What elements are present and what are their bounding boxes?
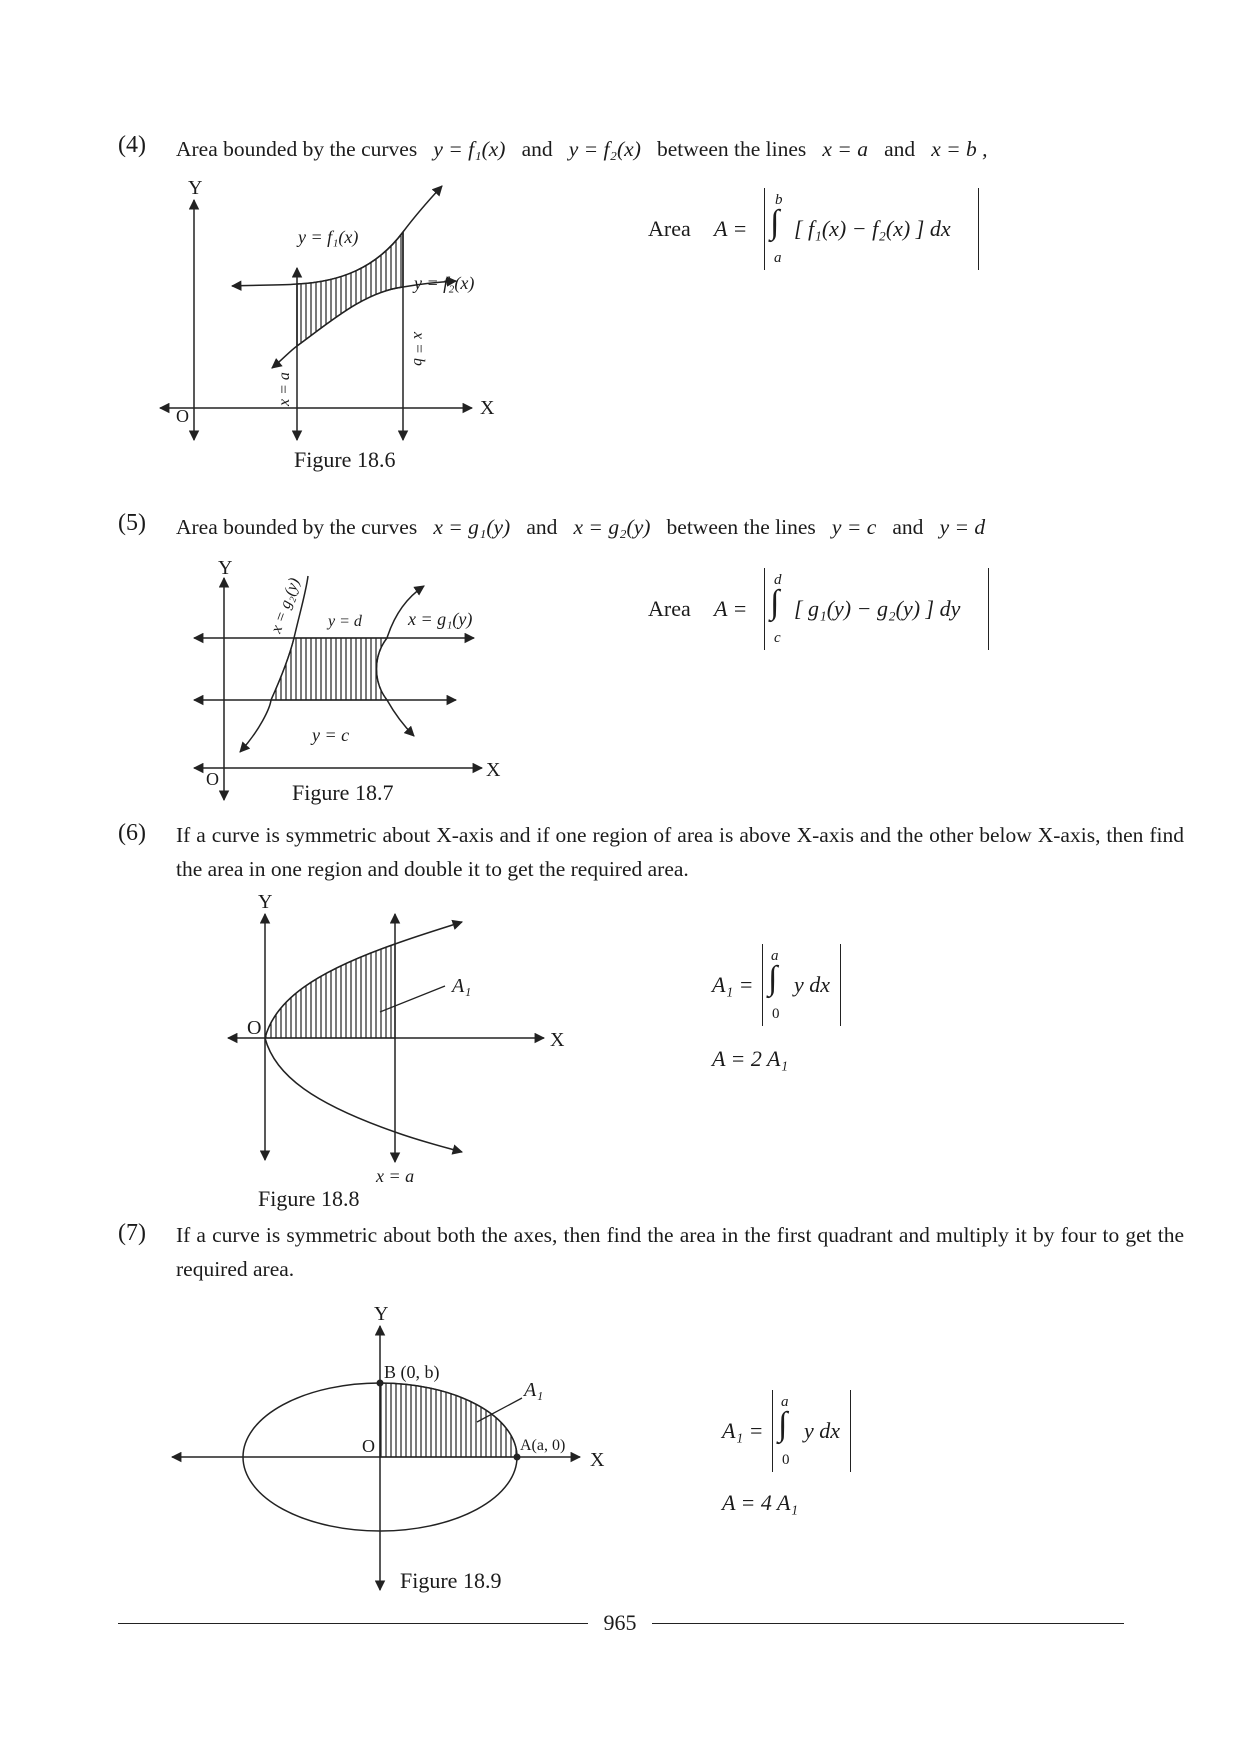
formula-7-upper: a [781, 1394, 789, 1410]
fig-18-9-x-label: X [590, 1449, 605, 1471]
fig-18-6-caption: Figure 18.6 [294, 447, 396, 472]
abs-bar-right [840, 944, 841, 1026]
formula-6-lower: 0 [772, 1006, 780, 1022]
abs-bar-right [988, 568, 989, 650]
item-5-curve2: x = g₂(y) [573, 515, 651, 539]
item-5-lead: Area bounded by the curves [176, 515, 418, 539]
formula-5-label: Area [648, 596, 691, 621]
figure-18-9 [160, 1300, 620, 1600]
formula-5-upper: d [774, 572, 782, 588]
item-5-formula [648, 568, 998, 652]
fig-18-7-y-label: Y [218, 557, 233, 579]
figure-18-6 [150, 170, 510, 470]
formula-5-integrand: [ g₁(y) − g₂(y) ] dy [794, 596, 961, 621]
fig-18-7-x-label: X [486, 759, 501, 781]
item-6-text: If a curve is symmetric about X-axis and if one region of area is above X-axis and the other below X-axis, then find the area in one region and double it to get the required area. [176, 823, 1184, 881]
item-7-formula [722, 1390, 862, 1474]
fig-18-9-point-b-label: B (0, b) [384, 1362, 440, 1382]
fig-18-8-caption: Figure 18.8 [258, 1186, 360, 1211]
parabola-lower [265, 1038, 462, 1152]
fig-18-7-origin-label: O [206, 769, 219, 789]
item-5-between: between the lines [666, 515, 816, 539]
item-4-curve1: y = f₁(x) [433, 137, 506, 161]
item-4-line1: x = a [822, 137, 868, 161]
fig-18-6-y-label: Y [188, 177, 203, 199]
item-4-curve2: y = f₂(x) [568, 137, 641, 161]
formula-4-lhs: A = [714, 216, 748, 241]
formula-6-integrand: y dx [794, 972, 831, 997]
fig-18-7-g1-label: x = g₁(y) [408, 609, 473, 629]
integral-sign: ∫ [768, 960, 778, 997]
abs-bar-left [764, 568, 765, 650]
fig-18-6-x-label: X [480, 397, 495, 419]
abs-bar-left [772, 1390, 773, 1472]
integral-sign: ∫ [770, 584, 780, 621]
fig-18-6-origin-label: O [176, 406, 189, 426]
item-6-number: (6) [118, 820, 146, 846]
fig-18-7-caption: Figure 18.7 [292, 780, 394, 805]
formula-4-integrand: [ f₁(x) − f₂(x) ] dx [794, 216, 951, 241]
item-4-and1: and [521, 137, 553, 161]
formula-4-lower: a [774, 250, 782, 266]
fig-18-7-line-d-label: y = d [328, 613, 362, 630]
shaded-region [271, 638, 387, 700]
fig-18-9-caption: Figure 18.9 [400, 1568, 502, 1593]
item-7-number: (7) [118, 1220, 146, 1246]
item-4-formula [648, 188, 988, 272]
formula-6-upper: a [771, 948, 779, 964]
fig-18-6-f2-label: y = f₂(x) [414, 273, 475, 293]
abs-bar-left [762, 944, 763, 1026]
fig-18-7-line-c-label: y = c [312, 725, 350, 745]
footer-rule-left [118, 1623, 588, 1624]
item-4-lead: Area bounded by the curves [176, 137, 418, 161]
fig-18-9-origin-label: O [362, 1436, 375, 1456]
abs-bar-left [764, 188, 765, 270]
fig-18-6-line-b-label: x = b [410, 332, 427, 366]
shaded-region [380, 1383, 517, 1457]
integral-sign: ∫ [778, 1406, 788, 1443]
fig-18-6-f1-label: y = f₁(x) [298, 227, 359, 247]
formula-5-lhs: A = [714, 596, 748, 621]
fig-18-6-line-a-label: x = a [276, 372, 293, 406]
fig-18-8-origin-label: O [247, 1017, 262, 1039]
formula-5-lower: c [774, 630, 781, 646]
point-b [377, 1380, 384, 1387]
item-4-and2: and [884, 137, 916, 161]
footer-rule-right [652, 1623, 1124, 1624]
item-4-statement [176, 132, 988, 166]
page-number: 965 [603, 1610, 637, 1635]
item-4-line2: x = b , [931, 137, 988, 161]
item-4-between: between the lines [657, 137, 807, 161]
formula-4-upper: b [775, 192, 783, 208]
fig-18-8-x-label: X [550, 1029, 565, 1051]
item-6-formula [712, 944, 852, 1028]
formula-4-label: Area [648, 216, 691, 241]
formula-7-lhs: A₁ = [722, 1418, 764, 1443]
fig-18-9-point-a-label: A(a, 0) [520, 1437, 566, 1454]
item-4-number: (4) [118, 132, 146, 158]
integral-sign: ∫ [770, 204, 780, 241]
fig-18-8-region-label: A₁ [452, 975, 472, 997]
item-5-and1: and [526, 515, 558, 539]
item-5-number: (5) [118, 510, 146, 536]
item-5-line1: y = c [831, 515, 877, 539]
fig-18-9-y-label: Y [374, 1303, 389, 1325]
formula-6-lhs: A₁ = [712, 972, 754, 997]
item-5-statement [176, 510, 985, 544]
shaded-region [265, 944, 395, 1038]
formula-7-integrand: y dx [804, 1418, 841, 1443]
item-5-and2: and [892, 515, 924, 539]
formula-7-lower: 0 [782, 1452, 790, 1468]
item-6-result: A = 2 A₁ [712, 1046, 789, 1071]
item-7-result: A = 4 A₁ [722, 1490, 799, 1515]
point-a [514, 1454, 521, 1461]
item-5-line2: y = d [939, 515, 986, 539]
fig-18-8-line-a-label: x = a [376, 1166, 415, 1186]
fig-18-7-g2-label: x = g₂(y) [267, 575, 304, 636]
item-5-curve1: x = g₁(y) [433, 515, 511, 539]
abs-bar-right [850, 1390, 851, 1472]
fig-18-8-y-label: Y [258, 891, 273, 913]
figure-18-7 [180, 558, 520, 808]
fig-18-9-region-label: A₁ [524, 1379, 544, 1401]
item-7-text: If a curve is symmetric about both the axes, then find the area in the first quadrant and multiply it by four to get the required area. [176, 1223, 1184, 1281]
figure-18-8 [220, 890, 580, 1210]
abs-bar-right [978, 188, 979, 270]
